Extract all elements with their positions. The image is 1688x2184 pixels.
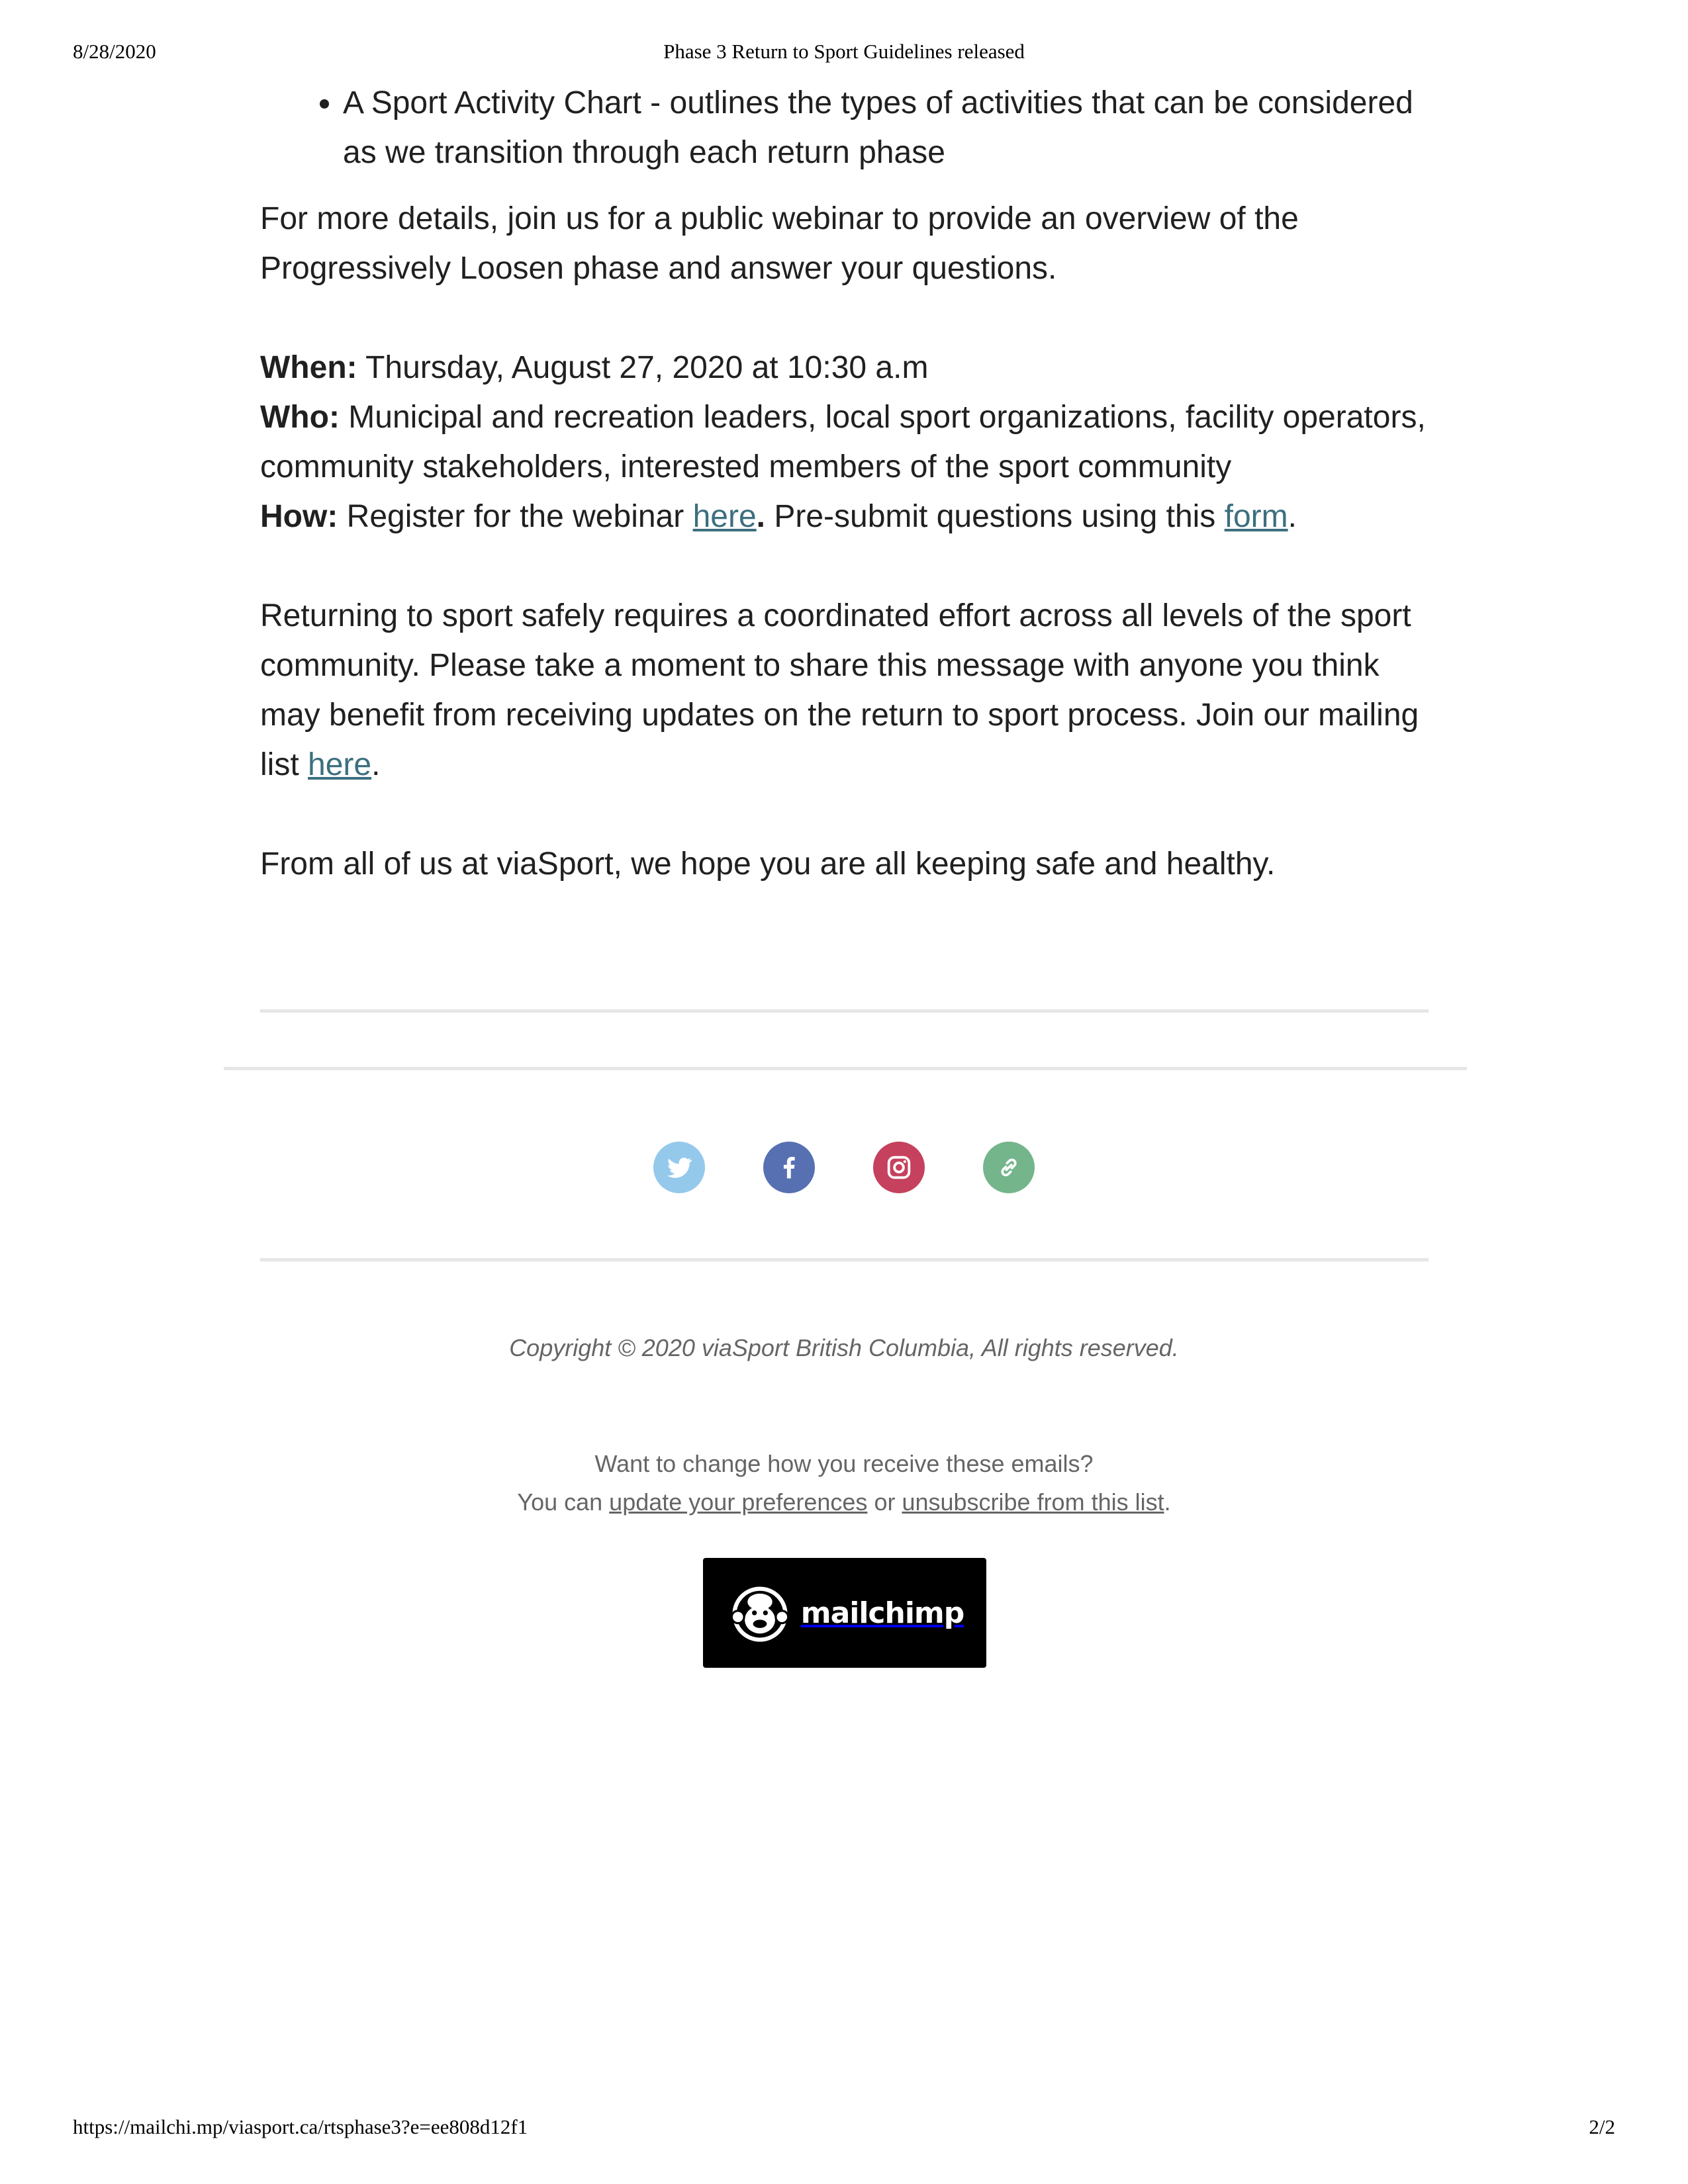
divider: [260, 1009, 1429, 1013]
divider: [260, 1258, 1429, 1261]
you-can-text: You can: [517, 1488, 610, 1516]
website-link-icon[interactable]: [983, 1142, 1035, 1193]
twitter-icon[interactable]: [653, 1142, 705, 1193]
print-header: [0, 40, 1688, 69]
or-text: or: [867, 1488, 902, 1516]
when-value: Thursday, August 27, 2020 at 10:30 a.m: [357, 350, 929, 385]
mailing-list-link[interactable]: here: [308, 747, 372, 782]
question-form-link[interactable]: form: [1224, 499, 1288, 534]
change-question: Want to change how you receive these emails?: [594, 1450, 1094, 1477]
print-date: 8/28/2020: [73, 40, 156, 63]
how-label: How:: [260, 499, 338, 534]
print-footer: [0, 2115, 1688, 2144]
mailchimp-freddie-icon: [726, 1578, 794, 1647]
webinar-how-line: [260, 492, 1438, 541]
page-number: 2/2: [1589, 2115, 1615, 2138]
bullet-list: [260, 78, 1438, 177]
print-page-title: Phase 3 Return to Sport Guidelines released: [663, 40, 1025, 63]
print-url: https://mailchi.mp/viasport.ca/rtsphase3?e=ee808d12f1: [73, 2115, 528, 2138]
closing-paragraph: From all of us at viaSport, we hope you are all keeping safe and healthy.: [260, 846, 1276, 882]
preferences-line: [0, 1483, 1688, 1522]
end-period: .: [1164, 1488, 1171, 1516]
when-label: When:: [260, 350, 357, 385]
facebook-icon[interactable]: [763, 1142, 815, 1193]
share-end: .: [371, 747, 381, 782]
webinar-intro-paragraph: For more details, join us for a public webinar to provide an overview of the Progressively Loosen phase and answer your questions.: [260, 201, 1299, 286]
how-text-questions: Pre-submit questions using this: [765, 499, 1225, 534]
copyright-text: Copyright © 2020 viaSport British Columbia, All rights reserved.: [509, 1334, 1179, 1361]
mailchimp-wordmark: mailchimp: [800, 1596, 964, 1630]
email-body: [260, 78, 1438, 889]
who-value: Municipal and recreation leaders, local sport organizations, facility operators, community stakeholders, interested members of the sport community: [260, 400, 1426, 484]
register-webinar-link[interactable]: here: [692, 499, 757, 534]
unsubscribe-link[interactable]: unsubscribe from this list: [902, 1488, 1164, 1516]
section-divider: [224, 1067, 1467, 1070]
preferences-block: [0, 1445, 1688, 1522]
share-paragraph: [260, 591, 1438, 790]
mailchimp-badge[interactable]: [703, 1558, 986, 1668]
list-item: [343, 78, 1438, 177]
social-links: [0, 1142, 1688, 1195]
webinar-who-line: [260, 392, 1438, 492]
update-preferences-link[interactable]: update your preferences: [609, 1488, 868, 1516]
how-text-end: .: [1288, 499, 1297, 534]
webinar-when-line: [260, 343, 1438, 392]
how-period: .: [756, 499, 765, 534]
activity-chart-bullet-text: A Sport Activity Chart - outlines the types of activities that can be considered as we transition through each return phase: [343, 85, 1413, 170]
share-text: Returning to sport safely requires a coordinated effort across all levels of the sport community. Please take a moment to share this message with anyone you think may benefit from receiving updates on the return to sport process. Join our mailing list: [260, 598, 1419, 782]
instagram-icon[interactable]: [873, 1142, 925, 1193]
how-text: Register for the webinar: [338, 499, 693, 534]
who-label: Who:: [260, 400, 340, 435]
